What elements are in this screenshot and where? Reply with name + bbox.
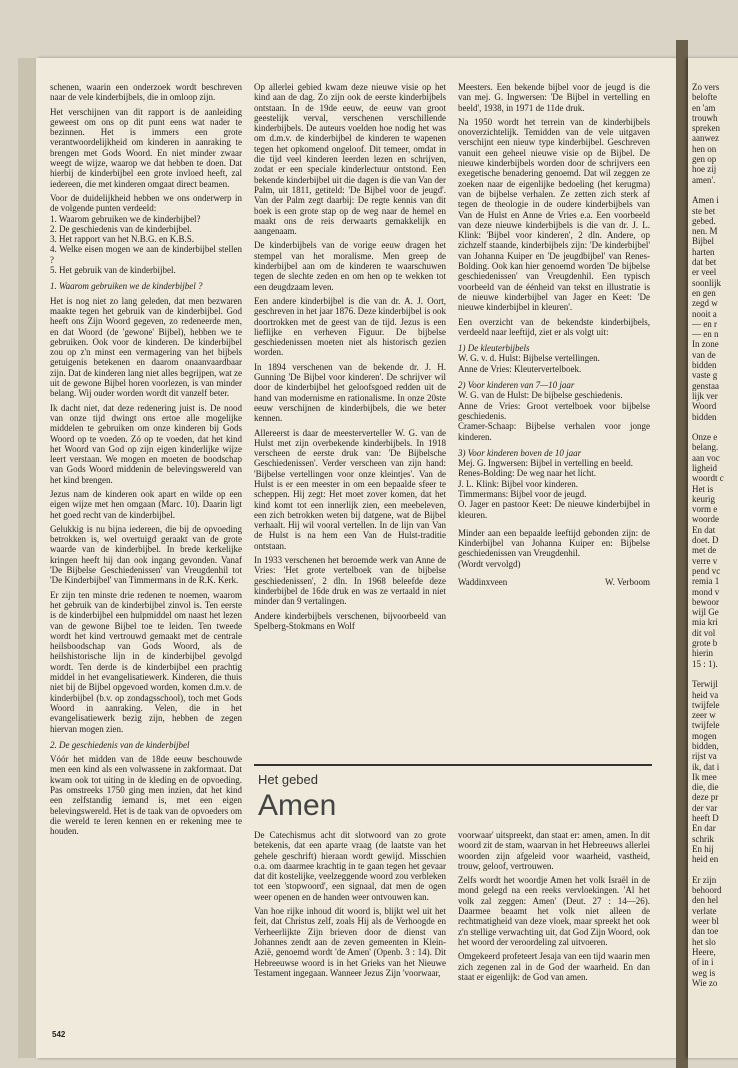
paragraph: schenen, waarin een onderzoek wordt beschreven naar de vele kinderbijbels, die in omloop zijn. [50,82,242,103]
facing-page-line: belang. [692,442,719,453]
paragraph: Op allerlei gebied kwam deze nieuwe visie op het kind aan de dag. Zo zijn ook de eerste kinderbijbels ontstaan. In de 19de eeuw, de eeuw van groot geestelijk verval, verschenen verschillende kinderbijbels. De auteurs voelden hoe nodig het was om d.m.v. de kinderbijbel de kinderen te wapenen tegen het opkomend ongeloof. Dit temeer, omdat in die tijd veel kinderen leerden lezen en schrijven, zodat er een speciale kinderlectuur ontstond. Een bekende kinderbijbel uit die dagen is die van Van der Palm, uit 1811, getiteld: 'De Bijbel voor de jeugd'. Van der Palm zegt daarbij: De regte kennis van dit boek is een grote stap op de weg naar de hemel en maakt ons de reis derwaarts gemakkelijk en aangenaam. [254,82,446,237]
facing-page-line: mogen [692,730,717,741]
facing-page-line: en gen [692,287,716,298]
paragraph: Andere kinderbijbels verschenen, bijvoorbeeld van Spelberg-Stokmans en Wolf [254,610,446,631]
facing-page-line: En dat [692,524,716,535]
facing-page-line: En dar [692,823,716,834]
facing-page-line: woordt c [692,473,724,484]
facing-page-line: dit vol [692,627,716,638]
paragraph: Zelfs wordt het woordje Amen het volk Israël in de mond gelegd na een reeks vervloekingen. 'Al het volk zal zeggen: Amen' (Deut. 27 : 14—26). Daarmee beaamt het volk niet alleen de rechtmatigheid van deze vloek, maar spreekt het ook z'n stellige verwachting uit, dat God Zijn Woord, ook het woord der veroordeling zal uitvoeren. [458,875,650,947]
facing-page-line: belofte [692,92,717,103]
facing-page-line: lijk ver [692,390,718,401]
column-2 [254,82,446,635]
section-divider [254,764,652,766]
paragraph: voorwaar' uitspreekt, dan staat er: amen, amen. In dit woord zit de stam, waarvan in het Hebreeuws allerlei woorden zijn afgeleid voor waarheid, vastheid, trouw, geloof, vertrouwen. [458,830,650,871]
list-heading: 2) Voor kinderen van 7—10 jaar [458,380,575,391]
facing-page-line: doet. D [692,535,719,546]
facing-page-line: woorde [692,514,719,525]
facing-page-line: dan toe [692,926,719,937]
paragraph: Een andere kinderbijbel is die van dr. A. J. Oort, geschreven in het jaar 1876. Deze kinderbijbel is ook doortrokken met de geest van de tijd. Jezus is een lieflijke en verheven Figuur. De bijbelse geschiedenissen moeten niet als historisch gezien worden. [254,295,446,358]
facing-page-line: vorm e [692,504,718,515]
place: Waddinxveen [458,577,508,588]
facing-page-line [692,669,738,679]
facing-page-line: aan voc [692,452,720,463]
facing-page-line: weg is [692,967,716,978]
facing-page-line: genstaa [692,380,719,391]
paragraph: In 1894 verschenen van de bekende dr. J. H. Gunning 'De Bijbel voor kinderen'. De schrijver wil door de kinderbijbel het geloofsgoed redden uit de hand van modernisme en rationalisme. In onze 20ste eeuw verschijnen de kinderbijbels, die we beter kennen. [254,361,446,424]
book-edge-left [18,58,36,1058]
facing-page-line [692,865,738,875]
list-item: Timmermans: Bijbel voor de jeugd. [458,488,587,499]
facing-page-line: Er zijn [692,874,717,885]
facing-page-line: mond v [692,586,720,597]
facing-page-line: zegd w [692,298,718,309]
list-item: W. G. van de Hulst: De bijbelse geschiedenis. [458,390,623,401]
facing-page-line: heid va [692,689,719,700]
list-item: Mej. G. Ingwersen: Bijbel in vertelling en beeld. [458,458,633,469]
list-item: Cramer-Schaap: Bijbelse verhalen voor jonge kinderen. [458,421,650,442]
facing-page-line: dat bet [692,257,717,268]
magazine-page [36,58,676,1058]
section-heading-1: 1. Waarom gebruiken we de kinderbijbel ? [50,281,203,292]
facing-page-line: weer bl [692,916,719,927]
list-heading: 1) De kleuterbijbels [458,343,530,354]
paragraph: Ik dacht niet, dat deze redenering juist is. De nood van onze tijd dwingt ons ertoe alle mogelijke middelen te gebruiken om onze kinderen bij Gods Woord op te voeden. Zó op te voeden, dat het kind het Woord van God op zijn eigen kinderlijke wijze leert verstaan. We mogen en moeten de boodschap van Gods Woord middenin de belevingswereld van het kind brengen. [50,402,242,485]
outline-item: 4. Welke eisen mogen we aan de kinderbijbel stellen ? [50,244,242,265]
paragraph: Allereerst is daar de meesterverteller W. G. van de Hulst met zijn overbekende kinderbijbels. In 1918 verscheen de eerste druk van: 'De Bijbelsche Geschiedenissen'. Verder verscheen van zijn hand: 'Bijbelse vertellingen voor onze kleintjes'. Van de Hulst is er een meester in om een bepaalde sfeer te scheppen. Hij zegt: Het moet zover komen, dat het kind komt tot een innerlijk zien, een meebeleven, een zich betrokken weten bij datgene, wat de Bijbel verhaalt. Hij wil vooral vertellen. In de lijn van Van de Hulst is na hem een Van de Hulst-traditie ontstaan. [254,427,446,551]
facing-page-line: mia kri [692,617,718,628]
paragraph: De kinderbijbels van de vorige eeuw dragen het stempel van het moralisme. Men greep de kinderbijbel aan om de kinderen te waarschuwen tegen de slechte zeden en om hen op te wekken tot een deugdzaam leven. [254,240,446,292]
paragraph: De Catechismus acht dit slotwoord van zo grote betekenis, dat een aparte vraag (de laatste van het gehele geschrift) hieraan wordt gewijd. Misschien o.a. om daarmee krachtig in te gaan tegen het gevaar dat dit kostelijke, veelzeggende woord zou verbleken tot een 'stopwoord', een signaal, dat men de ogen weer openen en de handen weer ontvouwen kan. [254,830,446,902]
facing-page-line: of in i [692,957,714,968]
list-item: J. L. Klink: Bijbel voor kinderen. [458,478,578,489]
facing-page-line: nooit a [692,308,717,319]
facing-page-line: aanwez [692,133,719,144]
facing-page-line: verre v [692,555,718,566]
facing-page-line: nen. M [692,226,718,237]
paragraph: Na 1950 wordt het terrein van de kinderbijbels onoverzichtelijk. Temidden van de vele uitgaven verschijnt een nieuw type kinderbijbel. Geschreven vanuit een geheel nieuwe visie op de Bijbel. De nieuwe kinderbijbels worden door de schrijvers een exegetische benadering genoemd. Dat wil zeggen ze zoeken naar de eigenlijke bedoeling (het kerugma) van de bijbelse verhalen. Ze zetten zich sterk af tegen de theologie in de oudere kinderbijbels van Van de Hulst en Anne de Vries e.a. Een voorbeeld van deze nieuwe kinderbijbels is die van dr. J. L. Klink: 'Bijbel voor kinderen', 2 dln. Andere, op zichzelf staande, kinderbijbels zijn: 'De kinderbijbel' van Johanna Kuiper en 'De jeugdbijbel' van Renes-Bolding. Ook kan hier genoemd worden 'De bijbelse geschiedenissen' van Vreugdenhil. Een typisch voorbeeld van de éénheid van tekst en illustratie is de nieuwe kinderbijbel van Jager en Keet: 'De nieuwe kinderbijbel in kleuren'. [458,116,650,313]
paragraph: Van hoe rijke inhoud dit woord is, blijkt wel uit het feit, dat Christus zelf, zoals Hij als de Verhoogde en Verheerlijkte Zijn brieven door de dienst van Johannes zendt aan de zeven gemeenten in Klein-Azië, genoemd wordt 'de Amen' (Openb. 3 : 14). Dit Hebreeuwse woord is in het Grieks van het Nieuwe Testament ingegaan. Wanneer Jezus Zijn 'voorwaar, [254,906,446,978]
facing-page-line: spreken [692,123,720,134]
paragraph: Minder aan een bepaalde leeftijd gebonden zijn: de Kinderbijbel van Johanna Kuiper en: Bijbelse geschiedenissen van Vreugdenhil. [458,527,650,559]
facing-page-line: — en r [692,318,717,329]
outline-item: 1. Waarom gebruiken we de kinderbijbel? [50,213,201,224]
facing-page-line: ik, dat i [692,761,720,772]
facing-page-line: Wie zo [692,977,718,988]
author: W. Verboom [605,577,650,588]
facing-page-line: amen'. [692,174,716,185]
facing-page-line: bidden [692,411,717,422]
paragraph: Er zijn ten minste drie redenen te noemen, waarom het gebruik van de kinderbijbel zinvol is. Ten eerste is de kinderbijbel een hulpmiddel om naast het lezen van de gewone Bijbel toe te leiden. Ten tweede wordt het kind vertrouwd gemaakt met de centrale heilsboodschap van Gods Woord, als de heilshistorische lijn in de kinderbijbel gevolgd wordt. Ten derde is de kinderbijbel een prachtig middel in het evangelisatiewerk. Kinderen, die thuis niet bij de Bijbel opgevoed worden, komen d.m.v. de kinderbijbel (b.v. op zondagsschool), toch met Gods Woord in aanraking. Velen, die in het evangelisatiewerk bezig zijn, hebben de zegen hiervan mogen zien. [50,589,242,734]
facing-page-line: Zo vers [692,82,720,92]
paragraph: Gelukkig is nu bijna iedereen, die bij de opvoeding betrokken is, wel overtuigd geraakt van de grote waarde van de kinderbijbel. In brede kerkelijke kringen heeft hij dan ook ingang gevonden. Vanaf 'De Bijbelse Geschiedenissen' van Vreugdenhil tot 'De Kinderbijbel' van Timmermans in de R.K. Kerk. [50,523,242,586]
paragraph: Omgekeerd profeteert Jesaja van een tijd waarin men zich zegenen zal in de God der waarheid. En dan staat er eigenlijk: de God van amen. [458,951,650,982]
facing-page-line: den hel [692,895,719,906]
facing-page-line: gebed. [692,215,716,226]
facing-page-line: vaste g [692,370,718,381]
article-title: Amen [258,789,337,822]
facing-page-line: er veel [692,267,717,278]
facing-page-line: wijl Ge [692,607,719,618]
list-item: O. Jager en pastoor Keet: De nieuwe kinderbijbel in kleuren. [458,499,650,520]
facing-page-line: hen on [692,143,717,154]
paragraph: Vóór het midden van de 18de eeuw beschouwde men een kind als een volwassene in zakformaat. Dat kwam ook tot uiting in de kleding en de opvoeding. Pas omstreeks 1750 ging men inzien, dat het kind een zelfstandig iemand is, met een eigen belevingswereld. Het is de taak van de opvoeders om die wereld te leren kennen en er rekening mee te houden. [50,754,242,837]
kicker: Het gebed [258,772,318,787]
facing-page-line: keurig [692,493,715,504]
column-3 [458,82,650,587]
signature-line [458,577,650,587]
facing-page-line: verlate [692,905,717,916]
facing-page-line: schrik [692,833,714,844]
facing-page-line: Heere, [692,946,716,957]
facing-page-line: der var [692,802,718,813]
facing-page-line: Het is [692,483,714,494]
facing-page-line: pend vc [692,565,721,576]
section-heading-2: 2. De geschiedenis van de kinderbijbel [50,739,190,750]
paragraph: Het is nog niet zo lang geleden, dat men bezwaren maakte tegen het gebruik van de kinderbijbel. God heeft ons Zijn Woord gegeven, zo redeneerde men, en dat Woord (de 'gewone' Bijbel), hebben we te gebruiken. Ook voor de kinderen. De kinderbijbel zou op z'n minst een vermagering van het bijbels getuigenis betekenen en daarom onaanvaardbaar zijn. Dat de kinderen lang niet alles begrijpen, wat ze uit de gewone Bijbel horen voorlezen, is van minder belang. Wij ouder worden wordt dit vanzelf beter. [50,295,242,399]
facing-page-line: hoe zij [692,164,717,175]
facing-page-line: en 'am [692,102,716,113]
list-item: Renes-Bolding: De weg naar het licht. [458,468,596,479]
facing-page-line: soonlijk [692,277,722,288]
paragraph: Voor de duidelijkheid hebben we ons onderwerp in de volgende punten verdeeld: [50,192,242,214]
facing-page-text [692,82,738,988]
facing-page-line: 15 : 1). [692,658,718,669]
outline-item: 2. De geschiedenis van de kinderbijbel. [50,223,192,234]
facing-page-line: hierin [692,648,713,659]
facing-page-line: het slo [692,936,716,947]
list-heading: 3) Voor kinderen boven de 10 jaar [458,447,582,458]
facing-page-line: deze pr [692,792,719,803]
paragraph: Een overzicht van de bekendste kinderbijbels, verdeeld naar leeftijd, ziet er als volgt uit: [458,316,650,337]
facing-page-line: die, die [692,782,719,793]
continuation-note: (Wordt vervolgd) [458,558,521,569]
outline-item: 5. Het gebruik van de kinderbijbel. [50,265,176,276]
facing-page-line: Amen i [692,195,719,206]
facing-page-line: bewoor [692,596,719,607]
facing-page-line: Woord [692,401,717,412]
facing-page-line: bidden [692,360,717,371]
paragraph: Jezus nam de kinderen ook apart en wilde op een eigen wijze met hen omgaan (Marc. 10). Daarin ligt het goed recht van de kinderbijbel. [50,488,242,520]
facing-page-line: — en n [692,329,719,340]
book-spine [676,40,688,1068]
facing-page-line: En hij [692,843,714,854]
facing-page-line: twijfele [692,699,720,710]
facing-page-line: Ik mee [692,771,717,782]
facing-page-line: Terwijl [692,679,718,690]
gebed-header [258,772,336,823]
facing-page-line: Bijbel [692,236,714,247]
facing-page-line: In zone [692,339,719,350]
facing-page-line: grote b [692,638,718,649]
paragraph: Meesters. Een bekende bijbel voor de jeugd is die van mej. G. Ingwersen: 'De Bijbel in vertelling en beeld', 1938, in 1971 de 11de druk. [458,82,650,113]
facing-page-line: ligheid [692,462,717,473]
column-1 [50,82,242,840]
facing-page-line: van de [692,349,716,360]
page-number: 542 [52,1030,66,1039]
facing-page-line: rijst va [692,751,717,762]
amen-column-2 [458,830,650,986]
facing-page-line: ste bet [692,205,716,216]
facing-page-line: trouwh [692,112,718,123]
facing-page-line: bidden, [692,741,719,751]
facing-page-line: zeer w [692,710,716,721]
list-item: Anne de Vries: Groot vertelboek voor bijbelse geschiedenis. [458,400,650,421]
facing-page-line [692,422,738,432]
facing-page-line [692,185,738,195]
facing-page-line: remia 1 [692,576,720,587]
paragraph: In 1933 verschenen het beroemde werk van Anne de Vries: 'Het grote vertelboek van de bijbelse geschiedenissen', 2 dln. In 1968 beleefde deze kinderbijbel de 16de druk en was ze vertaald in niet minder dan 9 vertalingen. [254,555,446,607]
outline-item: 3. Het rapport van het N.B.G. en K.B.S. [50,234,194,245]
paragraph: Het verschijnen van dit rapport is de aanleiding geweest om ons op dit punt eens wat nader te bezinnen. Het is immers een grote verantwoordelijkheid om kinderen in aanraking te brengen met Gods Woord. En niet minder zwaar weegt de wijze, waarop we dat hebben te doen. Dat hierbij de kinderbijbel een grote invloed heeft, zal iedereen, die met kinderen omgaat direct beamen. [50,106,242,189]
facing-page-line: heid en [692,854,719,865]
amen-column-1 [254,830,446,982]
list-item: W. G. v. d. Hulst: Bijbelse vertellingen. [458,353,600,364]
facing-page-line: heeft D [692,813,719,824]
facing-page-line: twijfele [692,720,720,731]
facing-page-line: behoord [692,885,722,896]
facing-page-line: met de [692,545,717,556]
facing-page-line: gen op [692,154,717,165]
facing-page-line: Onze e [692,432,718,443]
facing-page-line: harten [692,246,715,257]
list-item: Anne de Vries: Kleutervertelboek. [458,363,582,374]
facing-page [688,58,738,1058]
